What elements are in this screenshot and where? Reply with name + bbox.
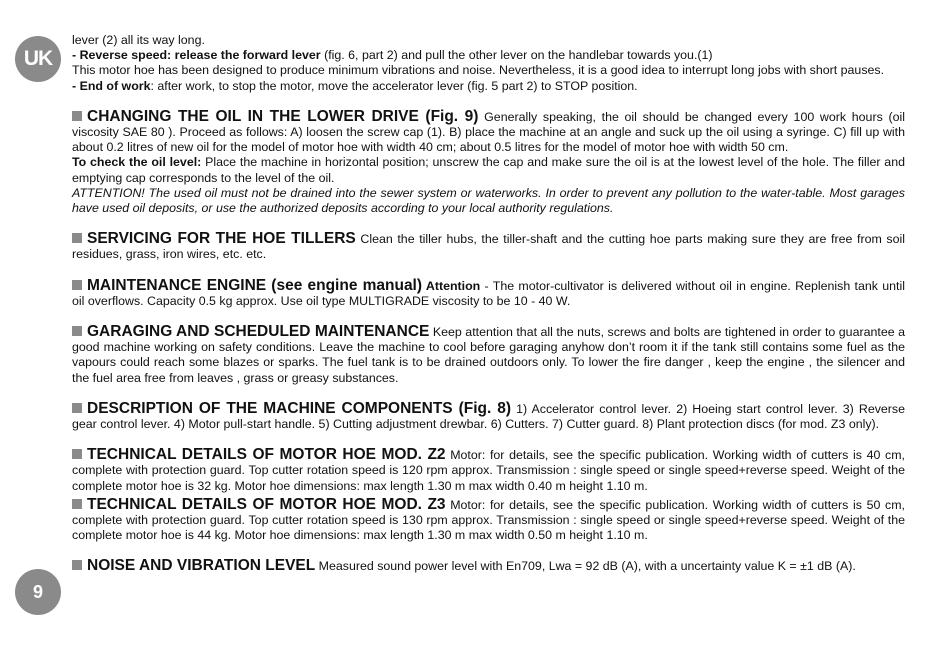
section-text: Motor: for details, see the specific publication. Working width of cutters is 50 cm, complete with protection guard. Top cutter rotation speed is 130 rpm approx. Transmission : single speed or single speed+reverse speed. Weight of the complete motor hoe is 44 kg. Motor hoe dimensions: max length 1.30 m max width 0.50 m height 1.10 m. [72,497,905,543]
check-oil-text: Place the machine in horizontal position; unscrew the cap and make sure the oil is at the lowest level of the hole. The filler and emptying cap corresponds to the level of the oil. [72,155,905,185]
section-engine [72,278,905,309]
section-text: Keep attention that all the nuts, screws and bolts are tightened in order to guarantee a good machine working on safety conditions. Leave the machine to cool before garaging anyhow don’t room it if the tank still contains some fuel as the vapours could reach some blazes or sparks. The fuel tank is to be drained outdoors only. To lower the fire danger , keep the engine , the silencer and the fuel area free from leaves , grass or greasy substances. [72,325,905,385]
square-bullet-icon [72,111,82,121]
manual-page-content [72,33,905,575]
intro-line: lever (2) all its way long. [72,33,205,47]
section-heading: TECHNICAL DETAILS OF MOTOR HOE MOD. Z3 [87,495,446,513]
section-heading: CHANGING THE OIL IN THE LOWER DRIVE (Fig. 9) [87,107,479,125]
square-bullet-icon [72,499,82,509]
attention-label: Attention [422,278,481,293]
section-text: Clean the tiller hubs, the tiller-shaft and the cutting hoe parts making sure they are free from soil residues, grass, iron wires, etc. etc. [72,232,905,262]
square-bullet-icon [72,326,82,336]
square-bullet-icon [72,403,82,413]
section-heading: DESCRIPTION OF THE MACHINE COMPONENTS (Fig. 8) [87,399,512,417]
check-oil-label: To check the oil level: [72,155,202,170]
page-number-badge: 9 [15,569,61,615]
square-bullet-icon [72,280,82,290]
section-text: - The motor-cultivator is delivered without oil in engine. Replenish tank until oil overflows. Capacity 0.5 kg approx. Use oil type MULTIGRADE viscosity to be 10 - 40 W. [72,278,905,308]
section-garaging [72,324,905,386]
square-bullet-icon [72,449,82,459]
section-heading: NOISE AND VIBRATION LEVEL [87,557,316,575]
section-noise [72,558,905,574]
section-text: Motor: for details, see the specific publication. Working width of cutters is 40 cm, complete with protection guard. Top cutter rotation speed is 120 rpm approx. Transmission : single speed or single speed+reverse speed. Weight of the complete motor hoe is 32 kg. Motor hoe dimensions: max length 1.30 m max width 0.40 m height 1.10 m. [72,448,905,493]
language-badge: UK [15,36,61,82]
section-heading: GARAGING AND SCHEDULED MAINTENANCE [87,323,430,341]
section-heading: SERVICING FOR THE HOE TILLERS [87,230,356,248]
section-tech-z2 [72,447,905,494]
section-heading: TECHNICAL DETAILS OF MOTOR HOE MOD. Z2 [87,446,446,464]
oil-attention-note: ATTENTION! The used oil must not be drained into the sewer system or waterworks. In order to prevent any pollution to the water-table. Most garages have used oil deposits, or use the authorized deposits according to your local authority regulations. [72,185,905,216]
section-heading: MAINTENANCE ENGINE (see engine manual) [87,276,423,294]
reverse-speed-label: - Reverse speed: release the forward lever [72,48,321,63]
square-bullet-icon [72,560,82,570]
section-tech-z3 [72,497,905,544]
section-tillers [72,231,905,262]
section-text: 1) Accelerator control lever. 2) Hoeing start control lever. 3) Reverse gear control lever. 4) Motor pull-start handle. 5) Cutting adjustment drewbar. 6) Cutters. 7) Cutter guard. 8) Plant protection discs (for mod. Z3 only). [72,401,906,432]
reverse-speed-text: (fig. 6, part 2) and pull the other lever on the handlebar towards you.(1) [320,48,713,63]
section-oil [72,109,905,216]
vibration-text: This motor hoe has been designed to produce minimum vibrations and noise. Nevertheless, it is a good idea to interrupt long jobs with short pauses. [72,63,885,78]
section-text: Generally speaking, the oil should be changed every 100 work hours (oil viscosity SAE 80 ). Proceed as follows: A) loosen the screw cap (1). B) place the machine at an angle and suck up the oil using a syringe. C) fill up with about 0.2 litres of new oil for the model of motor hoe with width 40 cm; about 0.5 litres for the model of motor hoe with width 50 cm. [72,109,905,155]
end-of-work-label: - End of work [72,78,151,93]
end-of-work-text: : after work, to stop the motor, move the accelerator lever (fig. 5 part 2) to STOP position. [150,78,638,93]
intro-block [72,33,905,94]
section-components [72,401,905,432]
section-text: Measured sound power level with En709, Lwa = 92 dB (A), with a uncertainty value K = ±1 dB (A). [315,559,856,574]
square-bullet-icon [72,233,82,243]
